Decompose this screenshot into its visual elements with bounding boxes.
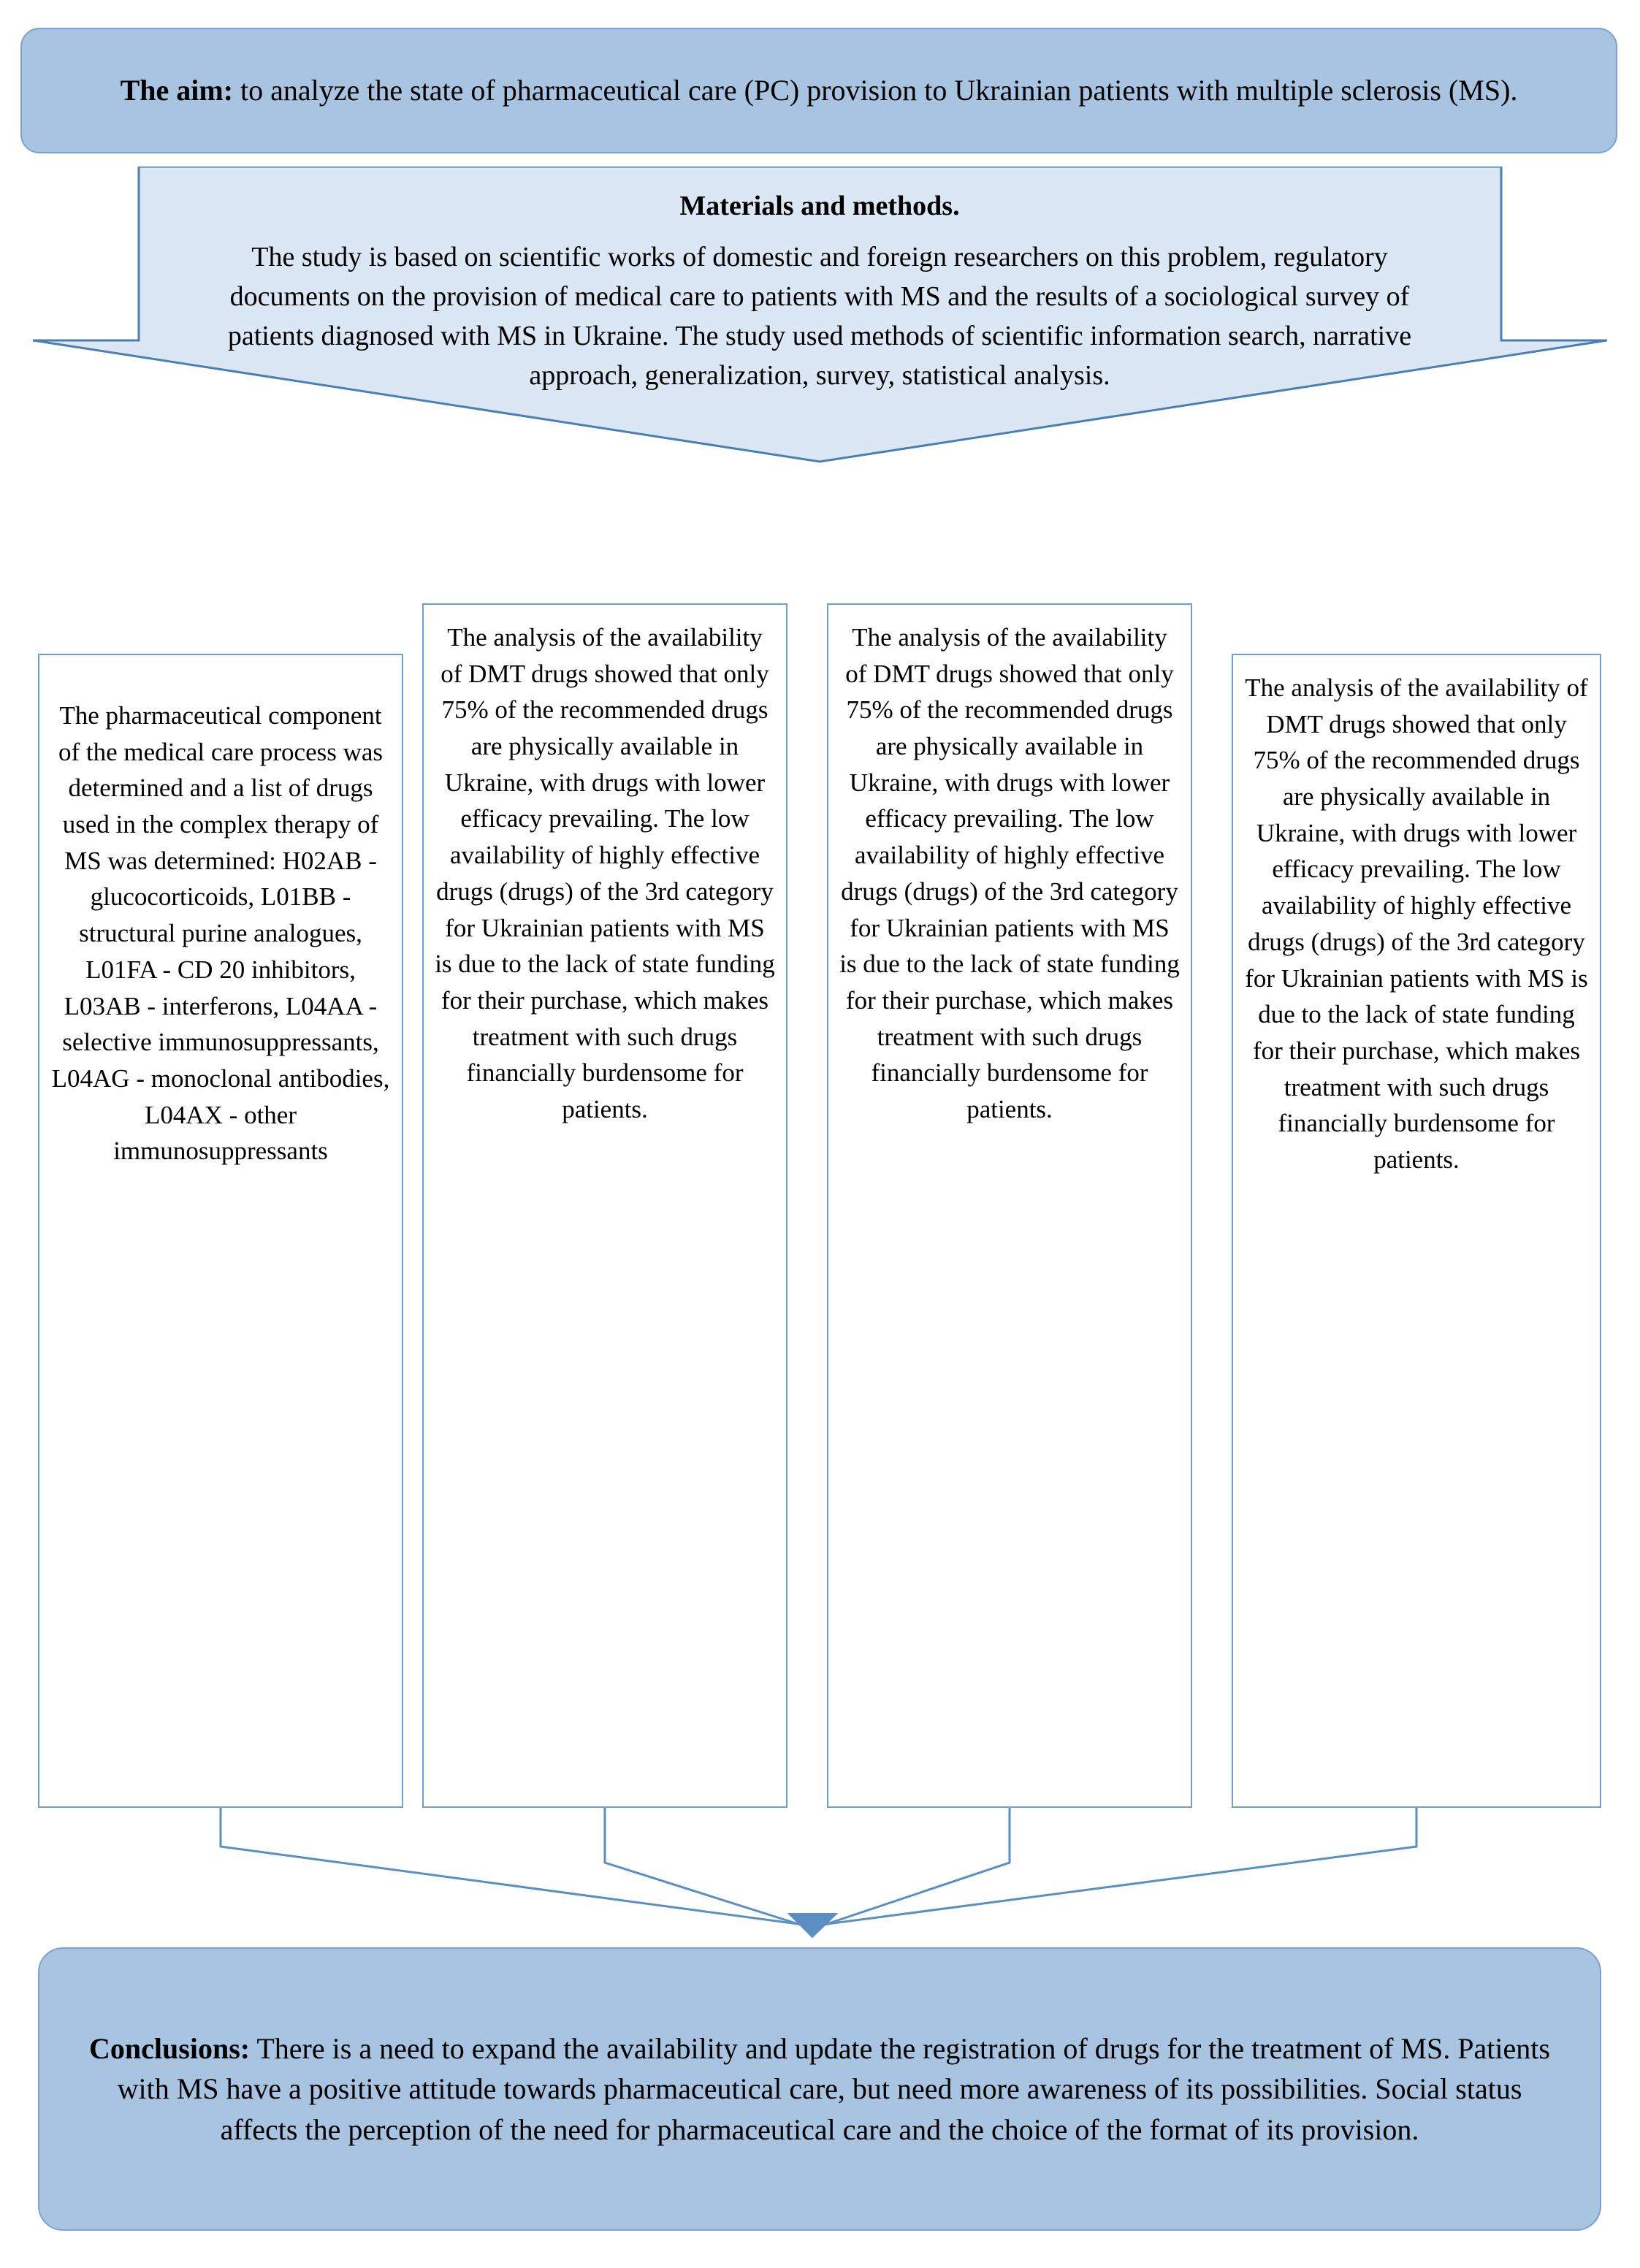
- result-box-1-text: The pharmaceutical component of the medical care process was determined and a list of drugs used in the complex therapy of MS was determined: H02AB - glucocorticoids, L01BB - structural purine analogues, L01FA - CD 20 inhibitors, L03AB - interferons, L04AA - selective immunosuppressants, L04AG - monoclonal antibodies, L04AX - other immunosuppressants: [51, 701, 390, 1166]
- result-box-2-text: The analysis of the availability of DMT drugs showed that only 75% of the recommended drugs are physically available in Ukraine, with drugs with lower efficacy prevailing. The low availability of highly effective drugs (drugs) of the 3rd category for Ukrainian patients with MS is due to the lack of state funding for their purchase, which makes treatment with such drugs financially burdensome for patients.: [435, 623, 775, 1123]
- materials-and-methods-content: [173, 172, 1466, 412]
- arrowhead-down-icon: [789, 1914, 836, 1937]
- connector-lines: [0, 1738, 1640, 1972]
- materials-title: Materials and methods.: [679, 191, 960, 221]
- conclusions-body: There is a need to expand the availability and update the registration of drugs for the treatment of MS. Patients with MS have a positive attitude towards pharmaceutical care, but need more awareness of its possibilities. Social status affects the perception of the need for pharmaceutical care and the choice of the format of its provision.: [117, 2032, 1550, 2146]
- result-box-4: [1232, 654, 1601, 1808]
- materials-and-methods-block: [33, 167, 1607, 623]
- aim-body: to analyze the state of pharmaceutical care (PC) provision to Ukrainian patients with multiple sclerosis (MS).: [233, 74, 1518, 107]
- aim-label: The aim:: [120, 74, 234, 107]
- result-box-3-text: The analysis of the availability of DMT drugs showed that only 75% of the recommended drugs are physically available in Ukraine, with drugs with lower efficacy prevailing. The low availability of highly effective drugs (drugs) of the 3rd category for Ukrainian patients with MS is due to the lack of state funding for their purchase, which makes treatment with such drugs financially burdensome for patients.: [839, 623, 1180, 1123]
- materials-text: The study is based on scientific works of domestic and foreign researchers on this problem, regulatory documents on the provision of medical care to patients with MS and the results of a sociological survey of patients diagnosed with MS in Ukraine. The study used methods of scientific information search, narrative approach, generalization, survey, statistical analysis.: [227, 242, 1412, 392]
- conclusions-text: [82, 2028, 1557, 2150]
- conclusions-banner: [38, 1947, 1601, 2231]
- aim-text: [121, 72, 1518, 110]
- result-box-4-text: The analysis of the availability of DMT drugs showed that only 75% of the recommended drugs are physically available in Ukraine, with drugs with lower efficacy prevailing. The low availability of highly effective drugs (drugs) of the 3rd category for Ukrainian patients with MS is due to the lack of state funding for their purchase, which makes treatment with such drugs financially burdensome for patients.: [1245, 673, 1588, 1174]
- result-box-2: [422, 603, 787, 1808]
- conclusions-label: Conclusions:: [89, 2032, 251, 2066]
- aim-banner: [20, 28, 1617, 153]
- result-box-1: [38, 654, 403, 1808]
- result-box-3: [827, 603, 1192, 1808]
